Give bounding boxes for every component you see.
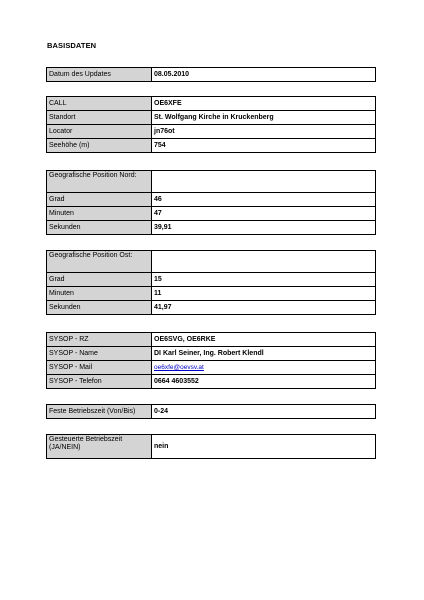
nord-header: Geografische Position Nord: bbox=[47, 171, 152, 193]
call-label: CALL bbox=[47, 97, 152, 111]
betrieb-value: 0-24 bbox=[152, 405, 376, 419]
gesteuert-table bbox=[46, 434, 376, 459]
ost-grad-value: 15 bbox=[152, 273, 376, 287]
ost-sekunden-label: Sekunden bbox=[47, 301, 152, 315]
gesteuert-label: Gesteuerte Betriebszeit (JA/NEIN) bbox=[47, 435, 152, 459]
ost-grad-label: Grad bbox=[47, 273, 152, 287]
nord-grad-value: 46 bbox=[152, 193, 376, 207]
seehoehe-label: Seehöhe (m) bbox=[47, 139, 152, 153]
sysop-rz-label: SYSOP - RZ bbox=[47, 333, 152, 347]
sysop-name-label: SYSOP - Name bbox=[47, 347, 152, 361]
betrieb-table bbox=[46, 404, 376, 419]
seehoehe-value: 754 bbox=[152, 139, 376, 153]
sysop-name-value: DI Karl Seiner, Ing. Robert Klendl bbox=[152, 347, 376, 361]
sysop-tel-label: SYSOP - Telefon bbox=[47, 375, 152, 389]
position-nord-table bbox=[46, 170, 376, 235]
update-label: Datum des Updates bbox=[47, 68, 152, 82]
ost-header: Geografische Position Ost: bbox=[47, 251, 152, 273]
ost-sekunden-value: 41,97 bbox=[152, 301, 376, 315]
nord-grad-label: Grad bbox=[47, 193, 152, 207]
locator-label: Locator bbox=[47, 125, 152, 139]
sysop-rz-value: OE6SVG, OE6RKE bbox=[152, 333, 376, 347]
gesteuert-value: nein bbox=[152, 435, 376, 459]
update-value: 08.05.2010 bbox=[152, 68, 376, 82]
betrieb-label: Feste Betriebszeit (Von/Bis) bbox=[47, 405, 152, 419]
nord-sekunden-label: Sekunden bbox=[47, 221, 152, 235]
standort-label: Standort bbox=[47, 111, 152, 125]
call-value: OE6XFE bbox=[152, 97, 376, 111]
ost-minuten-value: 11 bbox=[152, 287, 376, 301]
position-ost-table bbox=[46, 250, 376, 315]
nord-sekunden-value: 39,91 bbox=[152, 221, 376, 235]
sysop-mail-link[interactable]: oe6xfe@oevsv.at bbox=[154, 363, 204, 371]
sysop-mail-label: SYSOP - Mail bbox=[47, 361, 152, 375]
page-title: BASISDATEN bbox=[47, 41, 97, 50]
update-table bbox=[46, 67, 376, 82]
ost-minuten-label: Minuten bbox=[47, 287, 152, 301]
standort-value: St. Wolfgang Kirche in Kruckenberg bbox=[152, 111, 376, 125]
sysop-mail-cell bbox=[152, 361, 376, 375]
sysop-table bbox=[46, 332, 376, 389]
nord-minuten-label: Minuten bbox=[47, 207, 152, 221]
nord-header-value bbox=[152, 171, 376, 193]
nord-minuten-value: 47 bbox=[152, 207, 376, 221]
station-table bbox=[46, 96, 376, 153]
locator-value: jn76ot bbox=[152, 125, 376, 139]
sysop-tel-value: 0664 4603552 bbox=[152, 375, 376, 389]
ost-header-value bbox=[152, 251, 376, 273]
